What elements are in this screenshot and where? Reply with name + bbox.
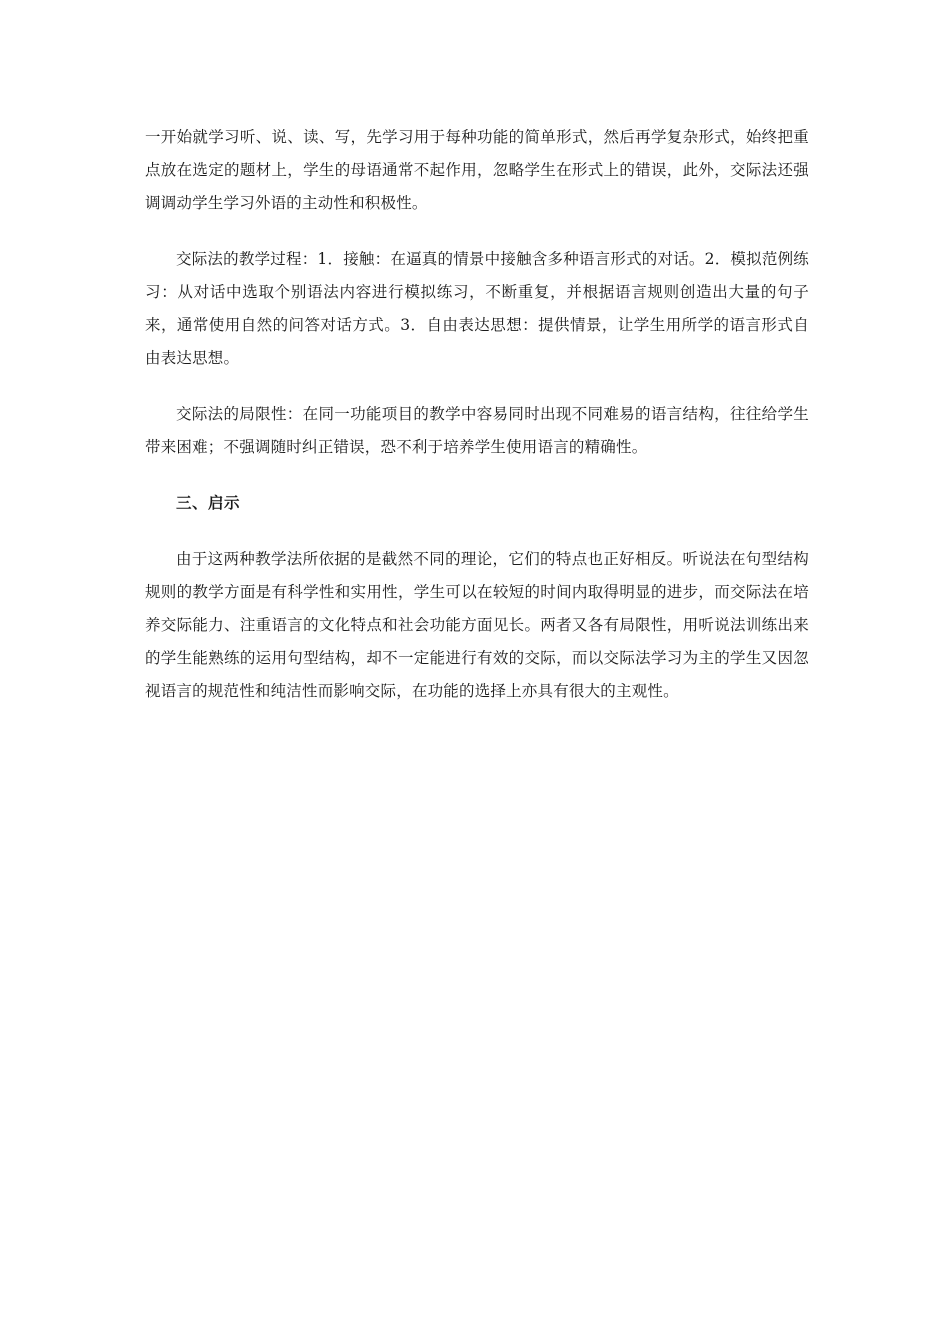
paragraph-implications: 由于这两种教学法所依据的是截然不同的理论，它们的特点也正好相反。听说法在句型结构规则的教学方面是有科学性和实用性，学生可以在较短的时间内取得明显的进步，而交际法在培养交际能力、注重语言的文化特点和社会功能方面见长。两者又各有局限性，用听说法训练出来的学生能熟练的运用句型结构，却不一定能进行有效的交际，而以交际法学习为主的学生又因忽视语言的规范性和纯洁性而影响交际，在功能的选择上亦具有很大的主观性。 [145,550,809,700]
section-heading: 三、启示 [176,494,241,512]
paragraph-continuation: 一开始就学习听、说、读、写，先学习用于每种功能的简单形式，然后再学复杂形式，始终把重点放在选定的题材上，学生的母语通常不起作用，忽略学生在形式上的错误，此外，交际法还强调调动学生学习外语的主动性和积极性。 [145,128,809,212]
paragraph-limitations: 交际法的局限性：在同一功能项目的教学中容易同时出现不同难易的语言结构，往往给学生带来困难；不强调随时纠正错误，恐不利于培养学生使用语言的精确性。 [145,405,809,456]
paragraph-teaching-process: 交际法的教学过程：1．接触：在逼真的情景中接触含多种语言形式的对话。2．模拟范例练习：从对话中选取个别语法内容进行模拟练习，不断重复，并根据语言规则创造出大量的句子来，通常使用自然的问答对话方式。3．自由表达思想：提供情景，让学生用所学的语言形式自由表达思想。 [145,250,809,367]
document-body [145,121,809,708]
